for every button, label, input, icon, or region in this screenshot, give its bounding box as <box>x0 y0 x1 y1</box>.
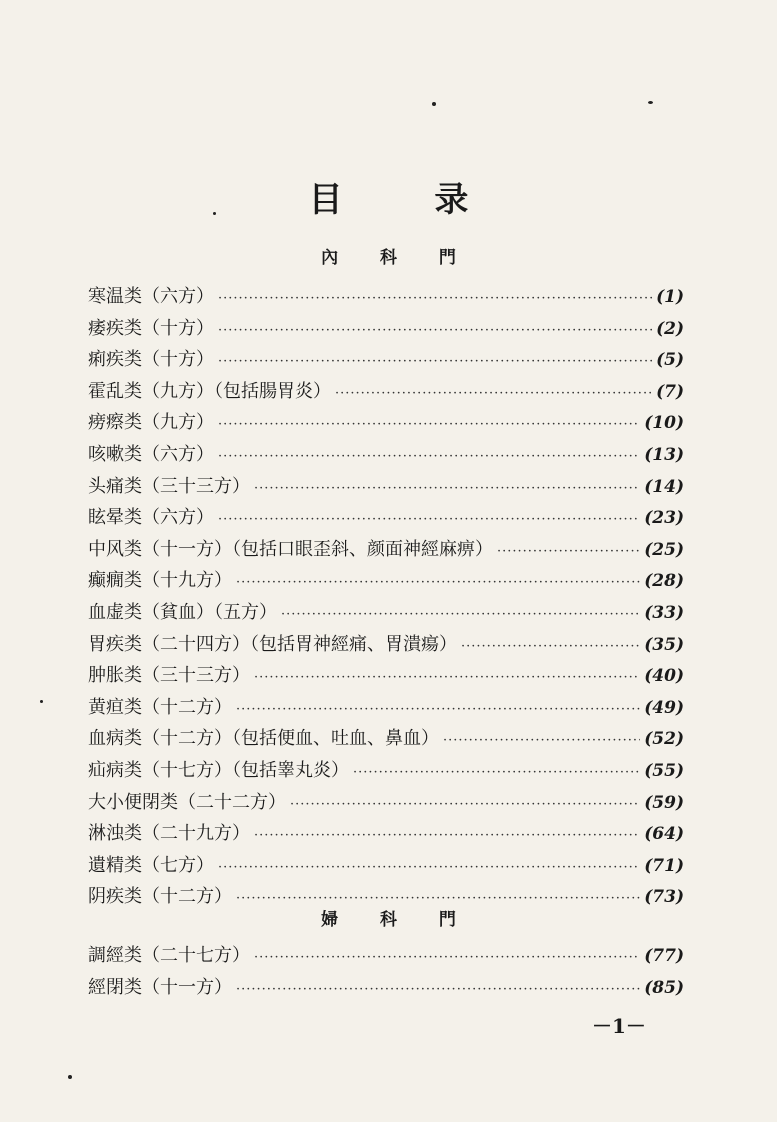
page-title: 目 录 <box>308 180 509 220</box>
toc-entry-text: 癫癇类（十九方） <box>88 570 232 592</box>
toc-entry-text: 胃疾类（二十四方）（包括胃神經痛、胃潰瘍） <box>88 633 457 655</box>
toc-entry-text: 头痛类（三十三方） <box>88 475 250 497</box>
section-heading-internal: 內 科 門 <box>321 248 474 268</box>
toc-entry-page: (73) <box>644 887 684 908</box>
toc-entry <box>88 502 684 534</box>
section-heading-gynecology: 婦 科 門 <box>321 910 474 930</box>
toc-entry <box>88 565 684 597</box>
toc-entry-text: 痿疾类（十方） <box>88 317 214 339</box>
toc-entry <box>88 534 684 566</box>
toc-entry <box>88 407 684 439</box>
toc-entry-text: 經閉类（十一方） <box>88 976 232 998</box>
toc-entry <box>88 439 684 471</box>
toc-entry <box>88 972 684 1004</box>
toc-entry-page: (2) <box>656 318 684 339</box>
dot-leader <box>236 567 640 599</box>
dot-leader <box>443 725 640 757</box>
toc-entry-text: 眩晕类（六方） <box>88 507 214 529</box>
toc-entry-text: 痢疾类（十方） <box>88 349 214 371</box>
toc-entry-page: (52) <box>644 729 684 750</box>
dot-leader <box>281 599 640 631</box>
toc-entry-page: (7) <box>656 381 684 402</box>
dot-leader <box>218 504 640 536</box>
dot-leader <box>218 409 640 441</box>
toc-entry-page: (40) <box>644 666 684 687</box>
toc-entry-text: 疝病类（十七方）（包括睾丸炎） <box>88 759 349 781</box>
toc-list-gynecology <box>88 940 684 1003</box>
scan-speck <box>432 102 436 106</box>
dot-leader <box>353 757 640 789</box>
toc-entry-text: 調經类（二十七方） <box>88 945 250 966</box>
dot-leader <box>218 283 652 315</box>
toc-list-internal <box>88 281 684 913</box>
toc-entry <box>88 818 684 850</box>
toc-entry-text: 血病类（十二方）（包括便血、吐血、鼻血） <box>88 728 439 750</box>
toc-entry-text: 中风类（十一方）（包括口眼歪斜、颜面神經麻痹） <box>88 538 493 560</box>
toc-entry <box>88 940 684 972</box>
toc-entry-text: 阴疾类（十二方） <box>88 886 232 908</box>
dot-leader <box>218 346 652 378</box>
toc-entry-page: (28) <box>644 571 684 592</box>
toc-entry-text: 寒温类（六方） <box>88 286 214 307</box>
scan-speck <box>213 212 216 215</box>
scan-speck <box>40 700 43 703</box>
scan-speck <box>648 101 653 104</box>
toc-entry <box>88 850 684 882</box>
toc-entry-page: (55) <box>644 760 684 781</box>
toc-entry-text: 肿胀类（三十三方） <box>88 665 250 687</box>
dot-leader <box>218 441 640 473</box>
toc-entry-text: 痨瘵类（九方） <box>88 412 214 434</box>
toc-entry <box>88 376 684 408</box>
toc-entry-page: (35) <box>644 634 684 655</box>
toc-entry-page: (85) <box>644 977 684 998</box>
scan-speck <box>68 1075 72 1079</box>
toc-entry-page: (14) <box>644 476 684 497</box>
toc-entry <box>88 471 684 503</box>
toc-entry-page: (1) <box>656 287 684 307</box>
toc-entry <box>88 787 684 819</box>
toc-entry-page: (71) <box>644 855 684 876</box>
toc-entry <box>88 344 684 376</box>
page-number: －1－ <box>592 1014 646 1038</box>
toc-entry <box>88 313 684 345</box>
toc-entry <box>88 723 684 755</box>
dot-leader <box>254 662 640 694</box>
toc-entry <box>88 281 684 313</box>
dot-leader <box>497 536 640 568</box>
dot-leader <box>254 473 640 505</box>
toc-entry-page: (23) <box>644 508 684 529</box>
toc-entry-text: 血虚类（貧血）（五方） <box>88 601 277 623</box>
dot-leader <box>290 789 640 821</box>
toc-entry-page: (33) <box>644 602 684 623</box>
dot-leader <box>218 852 640 884</box>
dot-leader <box>236 694 640 726</box>
toc-entry-text: 霍乱类（九方）（包括腸胃炎） <box>88 380 331 402</box>
toc-entry-text: 黄疸类（十二方） <box>88 696 232 718</box>
toc-entry-page: (25) <box>644 539 684 560</box>
toc-entry-text: 淋浊类（二十九方） <box>88 823 250 845</box>
toc-entry <box>88 660 684 692</box>
toc-entry-page: (10) <box>644 413 684 434</box>
toc-entry-page: (59) <box>644 792 684 813</box>
toc-entry-page: (64) <box>644 824 684 845</box>
dot-leader <box>218 315 652 347</box>
toc-entry-text: 大小便閉类（二十二方） <box>88 791 286 813</box>
toc-entry-text: 咳嗽类（六方） <box>88 443 214 465</box>
toc-entry-page: (5) <box>656 350 684 371</box>
toc-entry-page: (49) <box>644 697 684 718</box>
toc-entry <box>88 597 684 629</box>
toc-entry-page: (77) <box>644 946 684 966</box>
dot-leader <box>254 942 640 974</box>
toc-entry-page: (13) <box>644 444 684 465</box>
toc-entry <box>88 755 684 787</box>
dot-leader <box>236 974 640 1006</box>
dot-leader <box>461 631 640 663</box>
toc-entry <box>88 692 684 724</box>
toc-entry-text: 遺精类（七方） <box>88 854 214 876</box>
dot-leader <box>254 820 640 852</box>
dot-leader <box>335 378 652 410</box>
toc-entry <box>88 629 684 661</box>
